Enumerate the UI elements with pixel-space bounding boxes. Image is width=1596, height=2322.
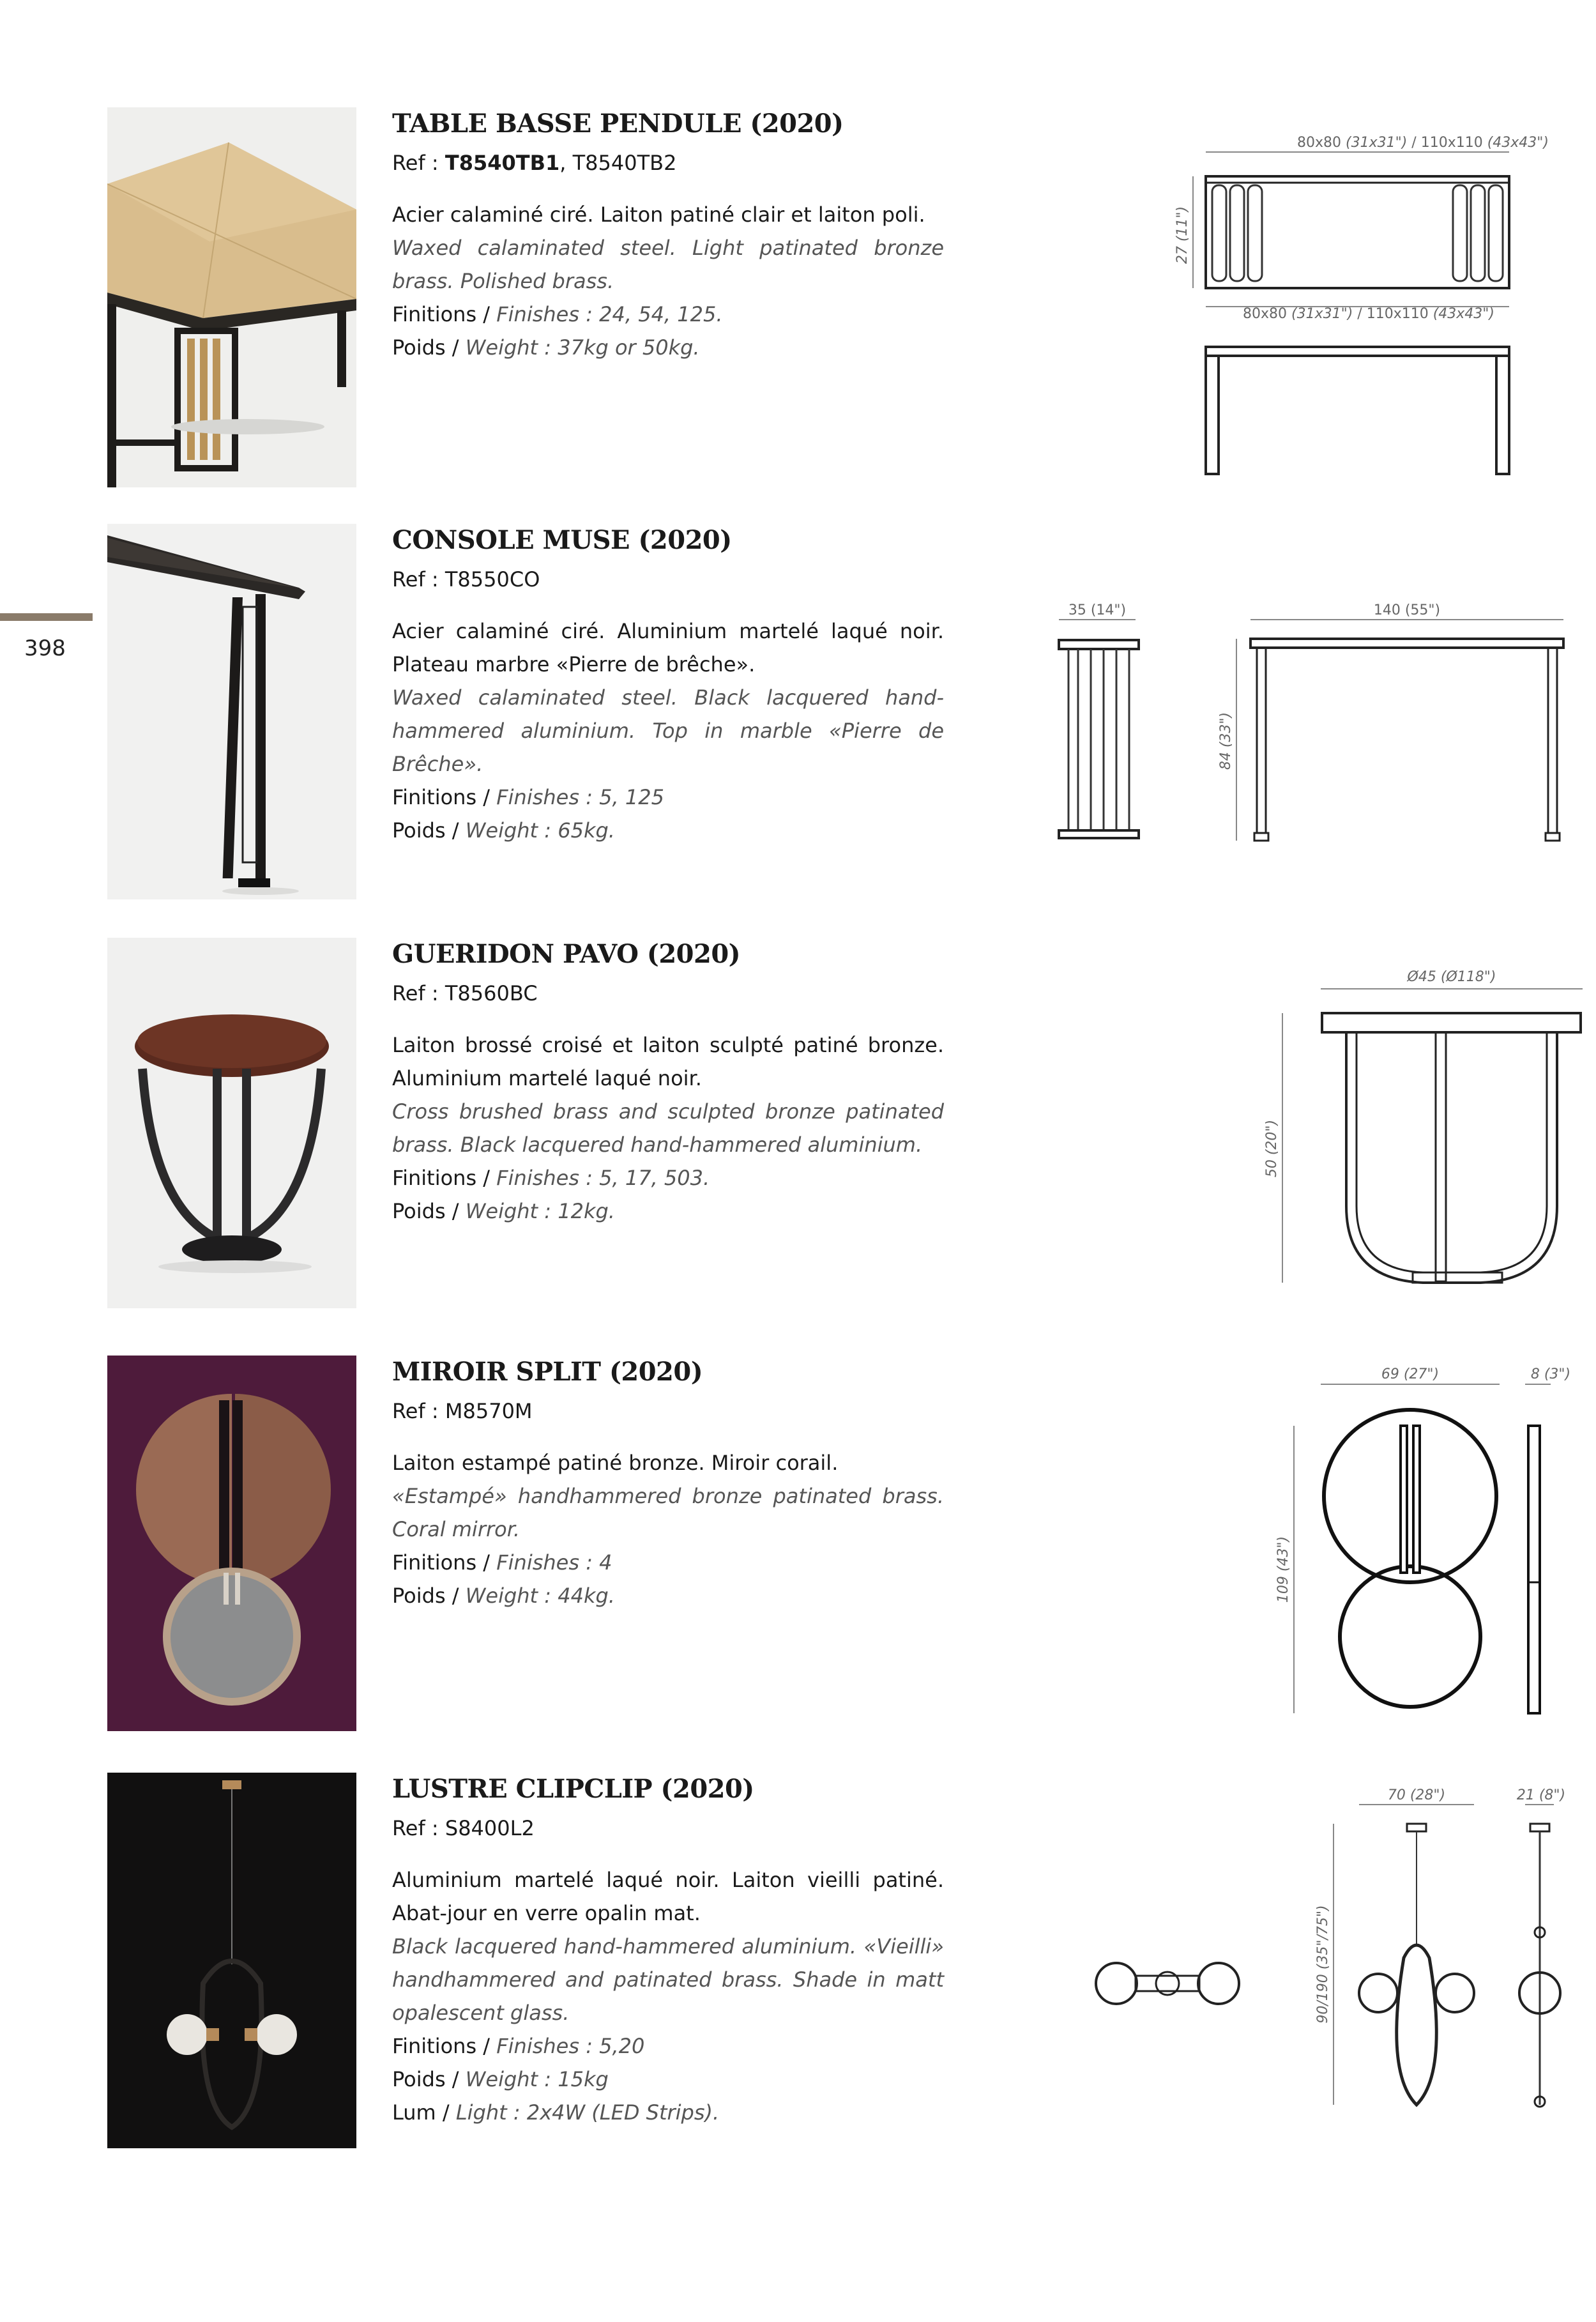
weight: Poids / Weight : 37kg or 50kg. [392, 335, 700, 360]
product-title: LUSTRE CLIPCLIP (2020) [392, 1774, 754, 1804]
product-ref: Ref : T8550CO [392, 567, 540, 592]
dim-depth: 8 (3") [1530, 1366, 1571, 1382]
product-miroir-split [107, 1356, 1571, 1739]
product-photo [107, 524, 356, 899]
description-en: Waxed calaminated steel. Black lacquered hand-hammered aluminium. Top in marble «Pierre de Brêche». [392, 685, 944, 776]
dim-width: 140 (55") [1373, 602, 1441, 618]
description-en: Cross brushed brass and sculpted bronze patinated brass. Black lacquered hand-hammered aluminium. [392, 1099, 944, 1157]
product-ref: Ref : S8400L2 [392, 1816, 535, 1840]
dim-diameter: Ø45 (Ø118") [1407, 969, 1496, 985]
dim-height: 90/190 (35"/75") [1315, 1905, 1331, 2024]
product-text [392, 524, 944, 847]
dim-bottom-width: 80x80 (31x31") / 110x110 (43x43") [1242, 306, 1495, 322]
dim-depth: 21 (8") [1516, 1787, 1566, 1803]
description-fr: Laiton estampé patiné bronze. Miroir corail. [392, 1451, 839, 1475]
product-photo [107, 107, 356, 487]
technical-drawing [1155, 938, 1596, 1321]
page-tab-marker [0, 613, 93, 621]
product-gueridon-pavo [107, 938, 1500, 1321]
technical-drawing [963, 1773, 1596, 2156]
weight: Poids / Weight : 44kg. [392, 1584, 615, 1608]
product-table-basse-pendule [107, 107, 1549, 491]
dim-width: 69 (27") [1381, 1366, 1440, 1382]
technical-drawing [1123, 107, 1596, 491]
product-photo [107, 1356, 356, 1731]
description-en: «Estampé» handhammered bronze patinated brass. Coral mirror. [392, 1484, 944, 1541]
finishes: Finitions / Finishes : 5, 125 [392, 785, 664, 809]
description-en: Waxed calaminated steel. Light patinated bronze brass. Polished brass. [392, 236, 944, 293]
weight: Poids / Weight : 65kg. [392, 818, 615, 843]
product-ref: Ref : T8540TB1, T8540TB2 [392, 151, 677, 175]
product-console-muse [107, 524, 1500, 907]
product-text [392, 1356, 944, 1612]
finishes: Finitions / Finishes : 4 [392, 1550, 612, 1575]
product-text [392, 107, 944, 364]
dim-height: 27 (11") [1174, 206, 1190, 264]
dim-height: 84 (33") [1218, 712, 1234, 770]
weight: Poids / Weight : 12kg. [392, 1199, 615, 1223]
product-ref: Ref : M8570M [392, 1399, 533, 1423]
product-lustre-clipclip [107, 1773, 1566, 2156]
description-fr: Acier calaminé ciré. Aluminium martelé laqué noir. Plateau marbre «Pierre de brêche». [392, 619, 944, 676]
product-title: MIROIR SPLIT (2020) [392, 1357, 703, 1387]
dim-width: 70 (28") [1387, 1787, 1446, 1803]
product-text [392, 1773, 944, 2129]
product-photo [107, 938, 356, 1308]
finishes: Finitions / Finishes : 24, 54, 125. [392, 302, 723, 326]
description-fr: Aluminium martelé laqué noir. Laiton vieilli patiné. Abat-jour en verre opalin mat. [392, 1868, 944, 1925]
product-text [392, 938, 944, 1228]
dim-height: 109 (43") [1275, 1536, 1291, 1603]
product-title: GUERIDON PAVO (2020) [392, 939, 741, 969]
dim-depth: 35 (14") [1068, 602, 1127, 618]
dim-top-width: 80x80 (31x31") / 110x110 (43x43") [1296, 135, 1549, 151]
finishes: Finitions / Finishes : 5, 17, 503. [392, 1166, 710, 1190]
technical-drawing [1155, 1356, 1596, 1739]
product-title: CONSOLE MUSE (2020) [392, 525, 732, 555]
technical-drawing [982, 524, 1596, 907]
product-ref: Ref : T8560BC [392, 981, 538, 1005]
description-en: Black lacquered hand-hammered aluminium. «Vieilli» handhammered and patinated brass. Shade in matt opalescent glass. [392, 1934, 944, 2025]
product-title: TABLE BASSE PENDULE (2020) [392, 109, 844, 139]
description-fr: Laiton brossé croisé et laiton sculpté patiné bronze. Aluminium martelé laqué noir. [392, 1033, 944, 1090]
product-photo [107, 1773, 356, 2148]
light: Lum / Light : 2x4W (LED Strips). [392, 2100, 720, 2125]
dim-height: 50 (20") [1264, 1119, 1280, 1178]
weight: Poids / Weight : 15kg [392, 2067, 609, 2091]
description-fr: Acier calaminé ciré. Laiton patiné clair et laiton poli. [392, 202, 925, 227]
finishes: Finitions / Finishes : 5,20 [392, 2034, 645, 2058]
page-number: 398 [24, 636, 66, 661]
